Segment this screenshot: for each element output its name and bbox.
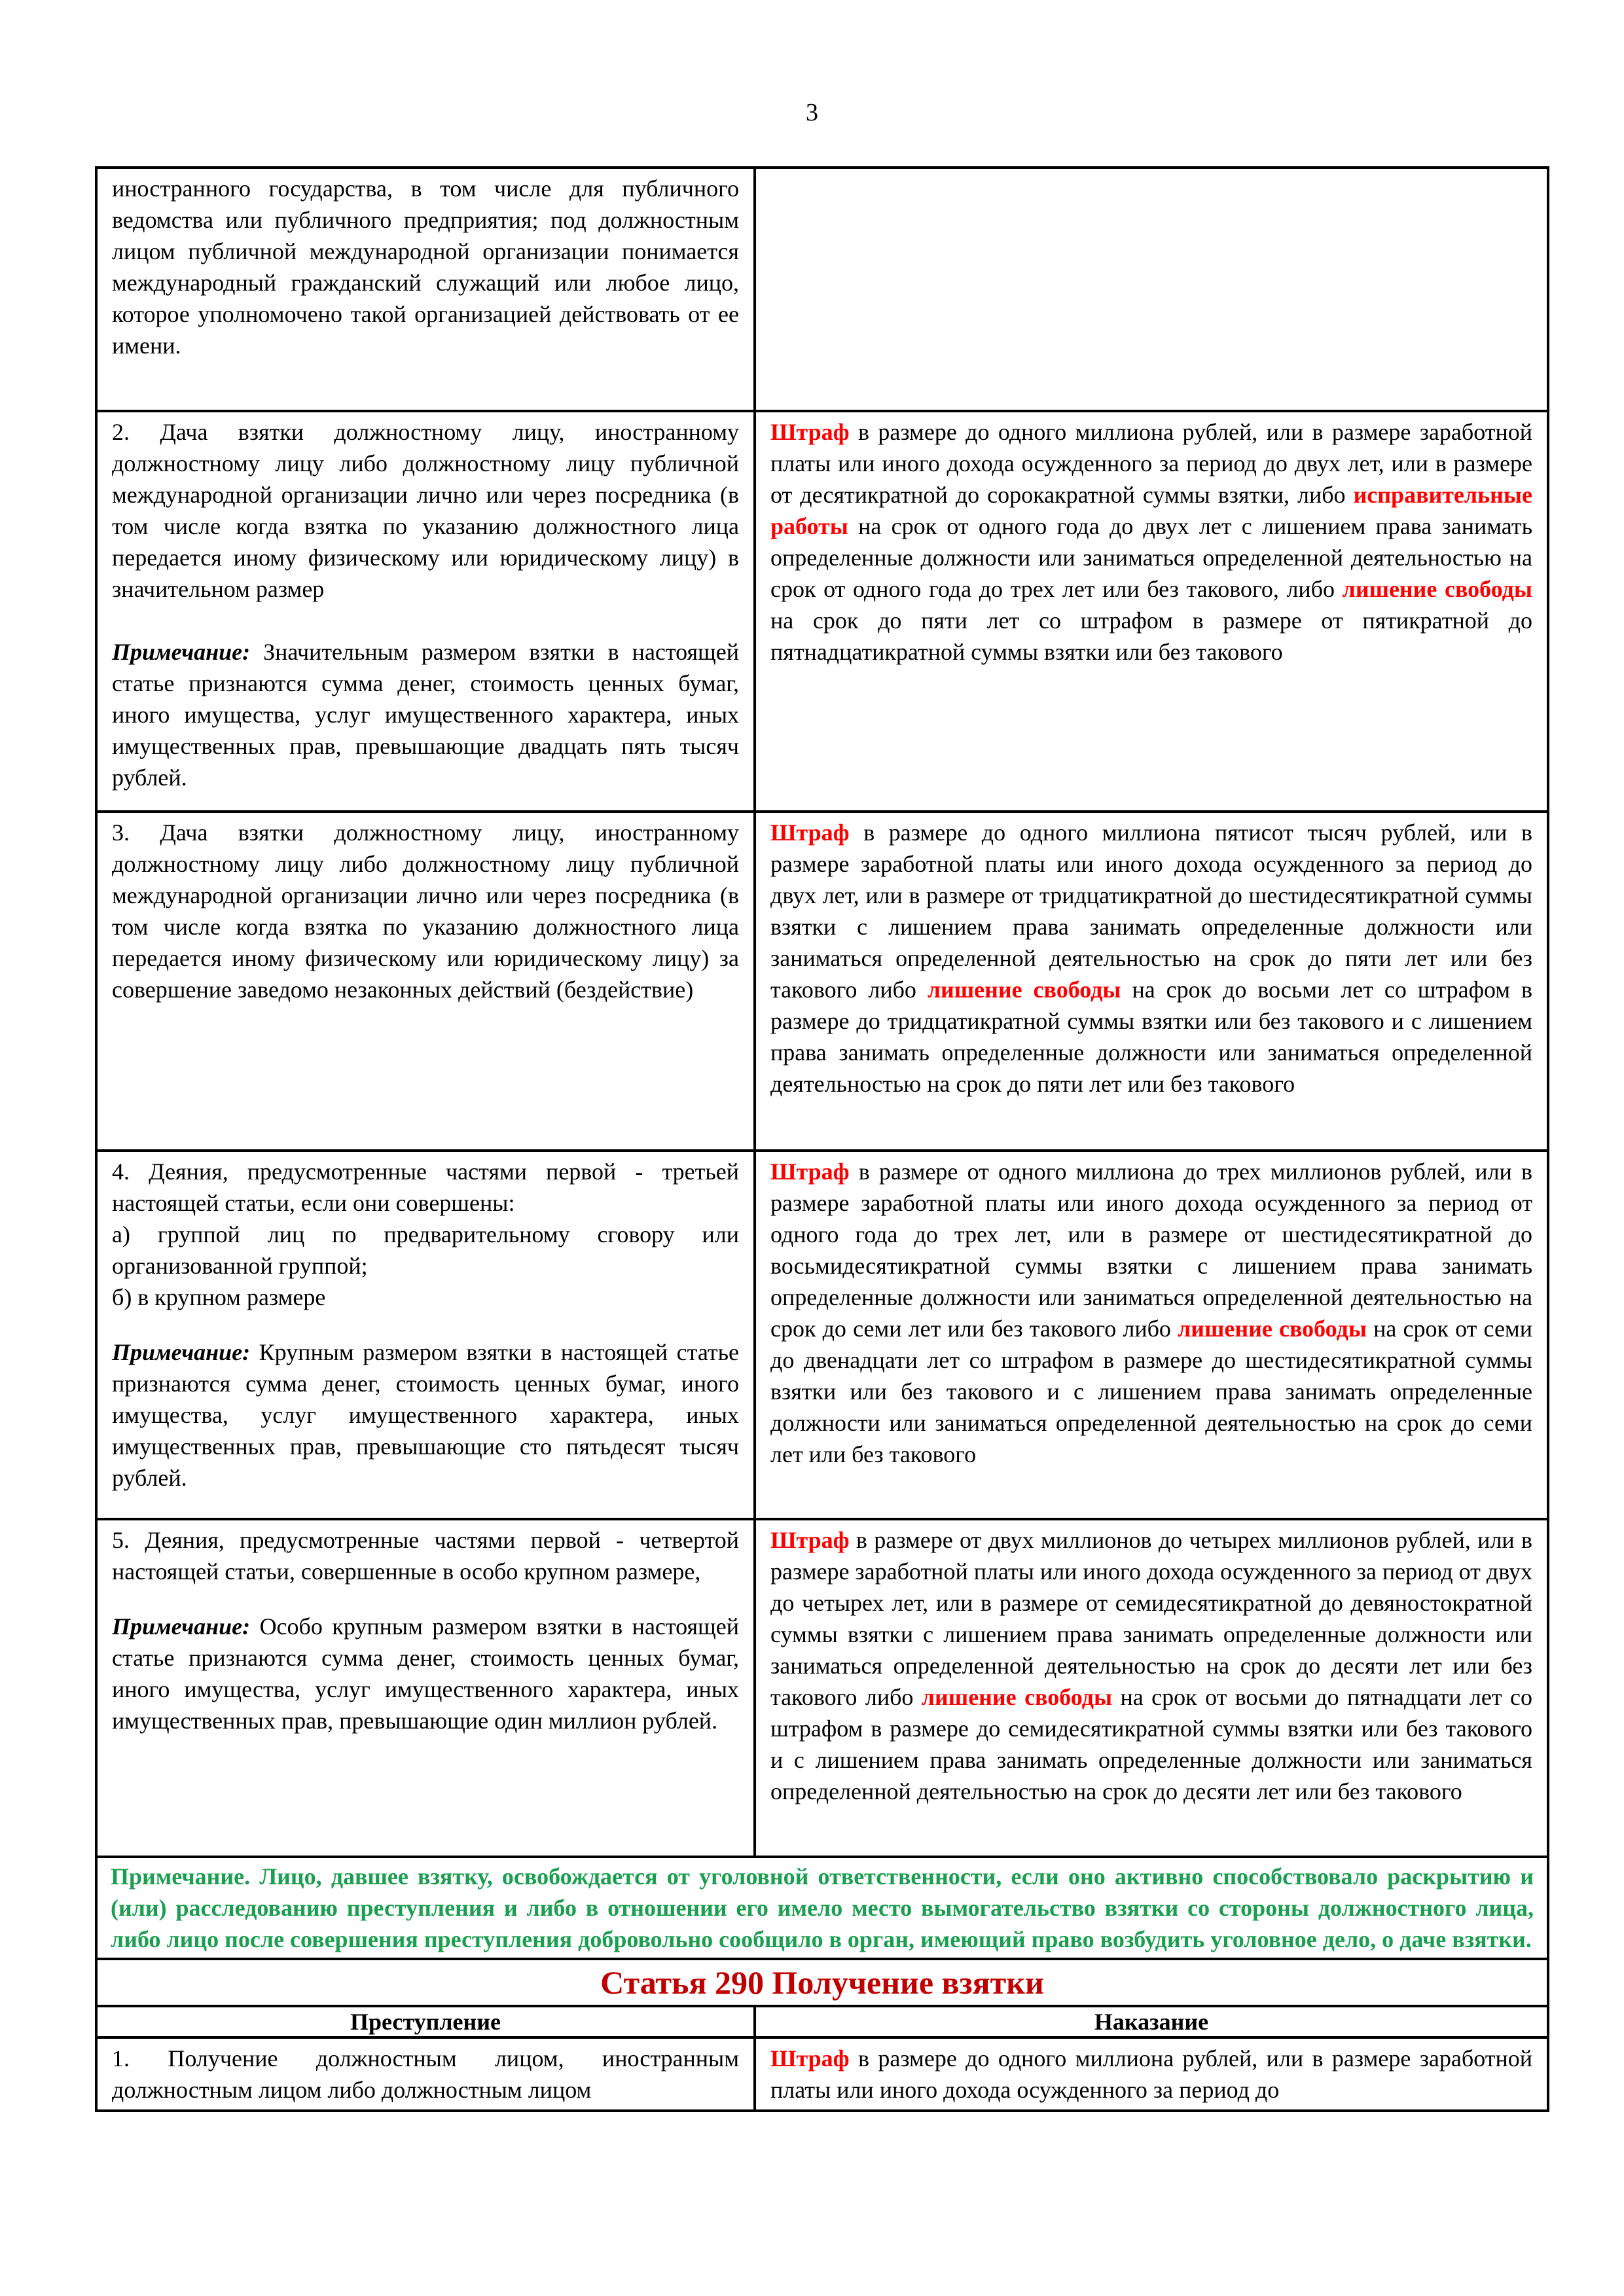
column-header-row (96, 2006, 1548, 2037)
column-header-punishment: Наказание (755, 2006, 1548, 2037)
article-title-row (96, 1959, 1548, 2006)
note-text: Крупным размером взятки в настоящей статье признаются сумма денег, стоимость ценных бумаг, иного имущества, услуг имущественного характера, иных имущественных прав, превышающие сто пятьдесят тысяч рублей. (112, 1339, 739, 1491)
punishment-text: Штраф в размере до одного миллиона пятисот тысяч рублей, или в размере заработной платы или иного дохода осужденного за период до двух лет, или в размере от тридцатикратной до шестидесятикратной суммы взятки с лишением права занимать определенные должности или заниматься определенной деятельностью на срок до пяти лет или без такового либо лишение свободы на срок до восьми лет со штрафом в размере до тридцатикратной суммы взятки или без такового и с лишением права занимать определенные должности или заниматься определенной деятельностью на срок до пяти лет или без такового (770, 819, 1532, 1097)
article-comparison-table (95, 166, 1549, 2112)
punishment-cell (755, 1151, 1548, 1519)
general-note-row (96, 1857, 1548, 1959)
punishment-text: Штраф в размере до одного миллиона рублей, или в размере заработной платы или иного дохода осужденного за период до (770, 2045, 1532, 2103)
keyword-fine: Штраф (770, 1527, 850, 1553)
table-row (96, 168, 1548, 411)
crime-text: 1. Получение должностным лицом, иностранным должностным лицом либо должностным лицом (112, 2045, 739, 2103)
keyword-imprisonment: лишение свободы (1178, 1316, 1367, 1342)
table-row (96, 2037, 1548, 2111)
note-text: Особо крупным размером взятки в настоящей статье признаются сумма денег, стоимость ценных бумаг, иного имущества, услуг имущественного характера, иных имущественных прав, превышающие один миллион рублей. (112, 1613, 739, 1734)
crime-note (112, 1611, 739, 1736)
keyword-correctional-labor: исправительные работы (770, 482, 1532, 539)
crime-cell (96, 2037, 755, 2111)
crime-text: 3. Дача взятки должностному лицу, иностранному должностному лицу либо должностному лицу публичной международной организации лично или через посредника (в том числе когда взятка по указанию должностного лица передается иному физическому или юридическому лицу) за совершение заведомо незаконных действий (бездействие) (112, 819, 739, 1003)
crime-text: 2. Дача взятки должностному лицу, иностранному должностному лицу либо должностному лицу публичной международной организации лично или через посредника (в том числе когда взятка по указанию должностного лица передается иному физическому или юридическому лицу) в значительном размер (112, 419, 739, 602)
crime-text: иностранного государства, в том числе для публичного ведомства или публичного предприятия; под должностным лицом публичной международной организации понимается международный гражданский служащий или любое лицо, которое уполномочено такой организацией действовать от ее имени. (112, 175, 739, 359)
keyword-fine: Штраф (770, 419, 850, 445)
note-label: Примечание: (112, 639, 251, 665)
crime-cell (96, 812, 755, 1151)
crime-cell (96, 1519, 755, 1857)
punishment-text: Штраф в размере до одного миллиона рублей, или в размере заработной платы или иного дохода осужденного за период до двух лет, или в размере от десятикратной до сорокакратной суммы взятки, либо исправительные работы на срок от одного года до двух лет с лишением права занимать определенные должности или заниматься определенной деятельностью на срок от одного года до трех лет или без такового, либо лишение свободы на срок до пяти лет со штрафом в размере от пятикратной до пятнадцатикратной суммы взятки или без такового (770, 419, 1532, 665)
punishment-text: Штраф в размере от одного миллиона до трех миллионов рублей, или в размере заработной платы или иного дохода осужденного за период от одного года до трех лет, или в размере от шестидесятикратной до восьмидесятикратной суммы взятки с лишением права занимать определенные должности или заниматься определенной деятельностью на срок до семи лет или без такового либо лишение свободы на срок от семи до двенадцати лет со штрафом в размере до шестидесятикратной суммы взятки или без такового и с лишением права занимать определенные должности или заниматься определенной деятельностью на срок до семи лет или без такового (770, 1158, 1532, 1467)
table-row (96, 1151, 1548, 1519)
keyword-fine: Штраф (770, 819, 850, 846)
general-note: Примечание. Лицо, давшее взятку, освобождается от уголовной ответственности, если оно активно способствовало раскрытию и (или) расследованию преступления и либо в отношении его имело место вымогательство взятки со стороны должностного лица, либо лицо после совершения преступления добровольно сообщило в орган, имеющий право возбудить уголовное дело, о даче взятки. (96, 1857, 1548, 1959)
table-row (96, 1519, 1548, 1857)
column-header-crime: Преступление (96, 2006, 755, 2037)
punishment-cell (755, 411, 1548, 812)
note-label: Примечание: (112, 1613, 251, 1640)
crime-cell (96, 411, 755, 812)
crime-item-b: б) в крупном размере (112, 1284, 326, 1310)
crime-item-a: а) группой лиц по предварительному сговору или организованной группой; (112, 1221, 739, 1279)
keyword-fine: Штраф (770, 2045, 850, 2072)
punishment-text: Штраф в размере от двух миллионов до четырех миллионов рублей, или в размере заработной платы или иного дохода осужденного за период от двух до четырех лет, или в размере от семидесятикратной до девяностократной суммы взятки с лишением права занимать определенные должности или заниматься определенной деятельностью на срок до десяти лет или без такового либо лишение свободы на срок от восьми до пятнадцати лет со штрафом в размере до семидесятикратной суммы взятки или без такового и с лишением права занимать определенные должности или заниматься определенной деятельностью на срок до десяти лет или без такового (770, 1527, 1533, 1804)
punishment-cell (755, 812, 1548, 1151)
crime-text: 4. Деяния, предусмотренные частями первой - третьей настоящей статьи, если они совершены: (112, 1158, 739, 1216)
crime-cell (96, 168, 755, 411)
table-row (96, 812, 1548, 1151)
note-text: Значительным размером взятки в настоящей статье признаются сумма денег, стоимость ценных бумаг, иного имущества, услуг имущественного характера, иных имущественных прав, превышающие двадцать пять тысяч рублей. (112, 639, 739, 791)
crime-cell (96, 1151, 755, 1519)
page-number: 3 (806, 99, 818, 126)
punishment-cell (755, 168, 1548, 411)
article-title: Статья 290 Получение взятки (96, 1959, 1548, 2006)
punishment-cell (755, 2037, 1548, 2111)
crime-note (112, 636, 739, 793)
crime-text: 5. Деяния, предусмотренные частями первой - четвертой настоящей статьи, совершенные в особо крупном размере, (112, 1527, 739, 1585)
punishment-cell (755, 1519, 1548, 1857)
note-label: Примечание: (112, 1339, 251, 1365)
table-row (96, 411, 1548, 812)
crime-note (112, 1336, 739, 1494)
keyword-imprisonment: лишение свободы (927, 977, 1121, 1003)
keyword-imprisonment: лишение свободы (1342, 576, 1532, 602)
keyword-fine: Штраф (770, 1158, 850, 1185)
keyword-imprisonment: лишение свободы (921, 1684, 1113, 1710)
